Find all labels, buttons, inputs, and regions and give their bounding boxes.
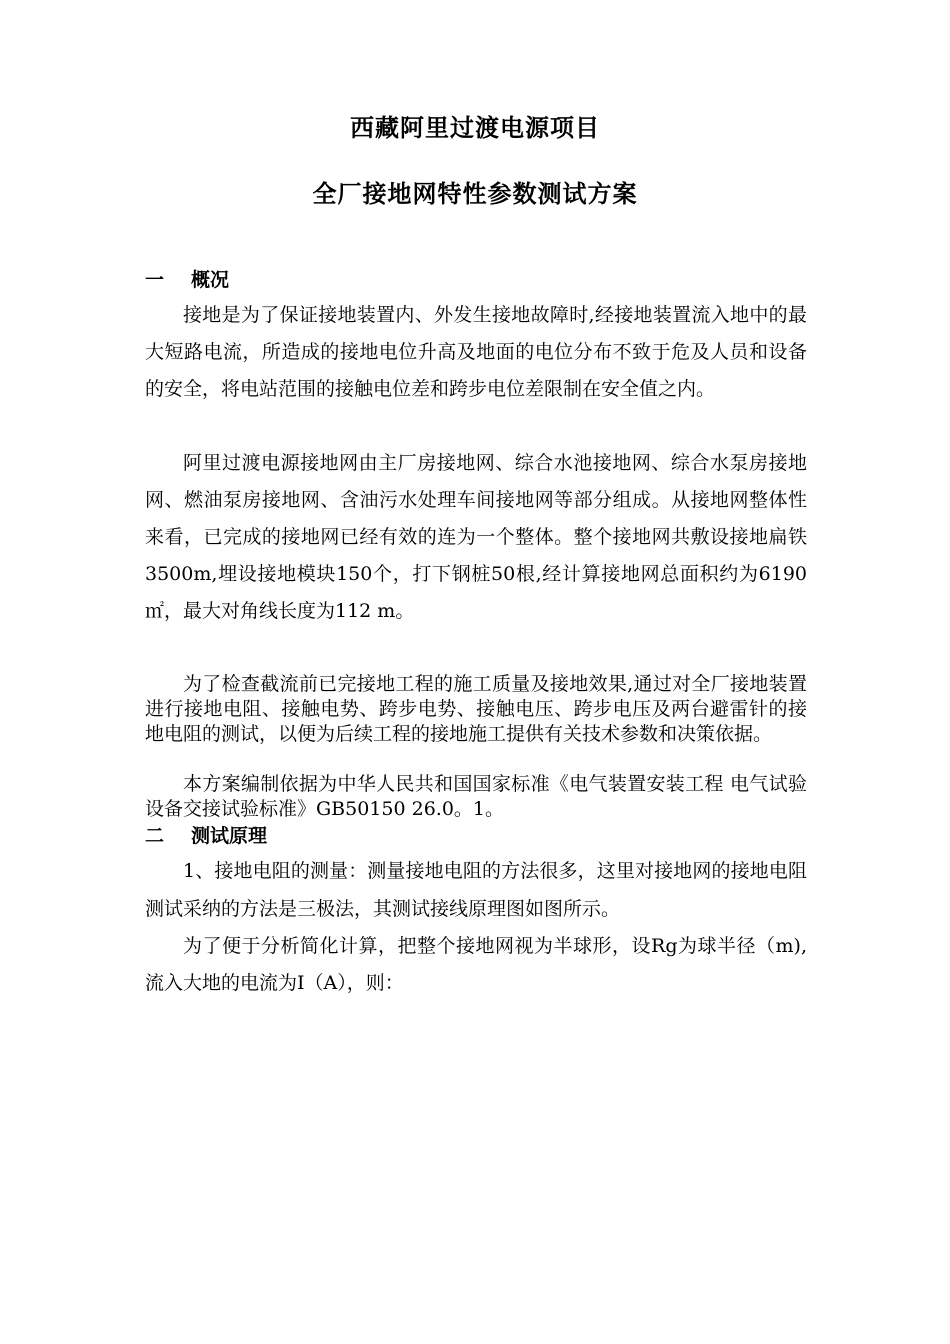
paragraph: 接地是为了保证接地装置内、外发生接地故障时,经接地装置流入地中的最大短路电流，所造成的接地电位升高及地面的电位分布不致于危及人员和设备的安全，将电站范围的接触电位差和跨步电位差限制在安全值之内。 [145, 304, 807, 400]
section-heading-principle [145, 821, 267, 848]
section-number: 二 [145, 825, 165, 847]
paragraph: 1、接地电阻的测量：测量接地电阻的方法很多，这里对接地网的接地电阻测试采纳的方法是三极法，其测试接线原理图如图所示。 [145, 860, 807, 920]
section-heading-overview [145, 265, 229, 292]
section-title: 概况 [191, 269, 230, 291]
paragraph: 为了检查截流前已完接地工程的施工质量及接地效果,通过对全厂接地装置进行接地电阻、接触电势、跨步电势、接触电压、跨步电压及两台避雷针的接地电阻的测试，以便为后续工程的接地施工提供有关技术参数和决策依据。 [145, 673, 807, 745]
section-title: 测试原理 [191, 825, 268, 847]
paragraph: 为了便于分析简化计算，把整个接地网视为半球形，设Rg为球半径（m),流入大地的电流为I（A），则： [145, 935, 807, 994]
document-title: 西藏阿里过渡电源项目 [350, 114, 600, 142]
section-number: 一 [145, 269, 165, 291]
paragraph: 阿里过渡电源接地网由主厂房接地网、综合水池接地网、综合水泵房接地网、燃油泵房接地网、含油污水处理车间接地网等部分组成。从接地网整体性来看，已完成的接地网已经有效的连为一个整体。整个接地网共敷设接地扁铁3500m,埋设接地模块150个，打下钢桩50根,经计算接地网总面积约为6190㎡，最大对角线长度为112 m。 [145, 452, 807, 622]
paragraph: 本方案编制依据为中华人民共和国国家标准《电气装置安装工程 电气试验设备交接试验标准》GB50150 26.0。1。 [145, 773, 807, 820]
document-subtitle: 全厂接地网特性参数测试方案 [312, 180, 638, 208]
